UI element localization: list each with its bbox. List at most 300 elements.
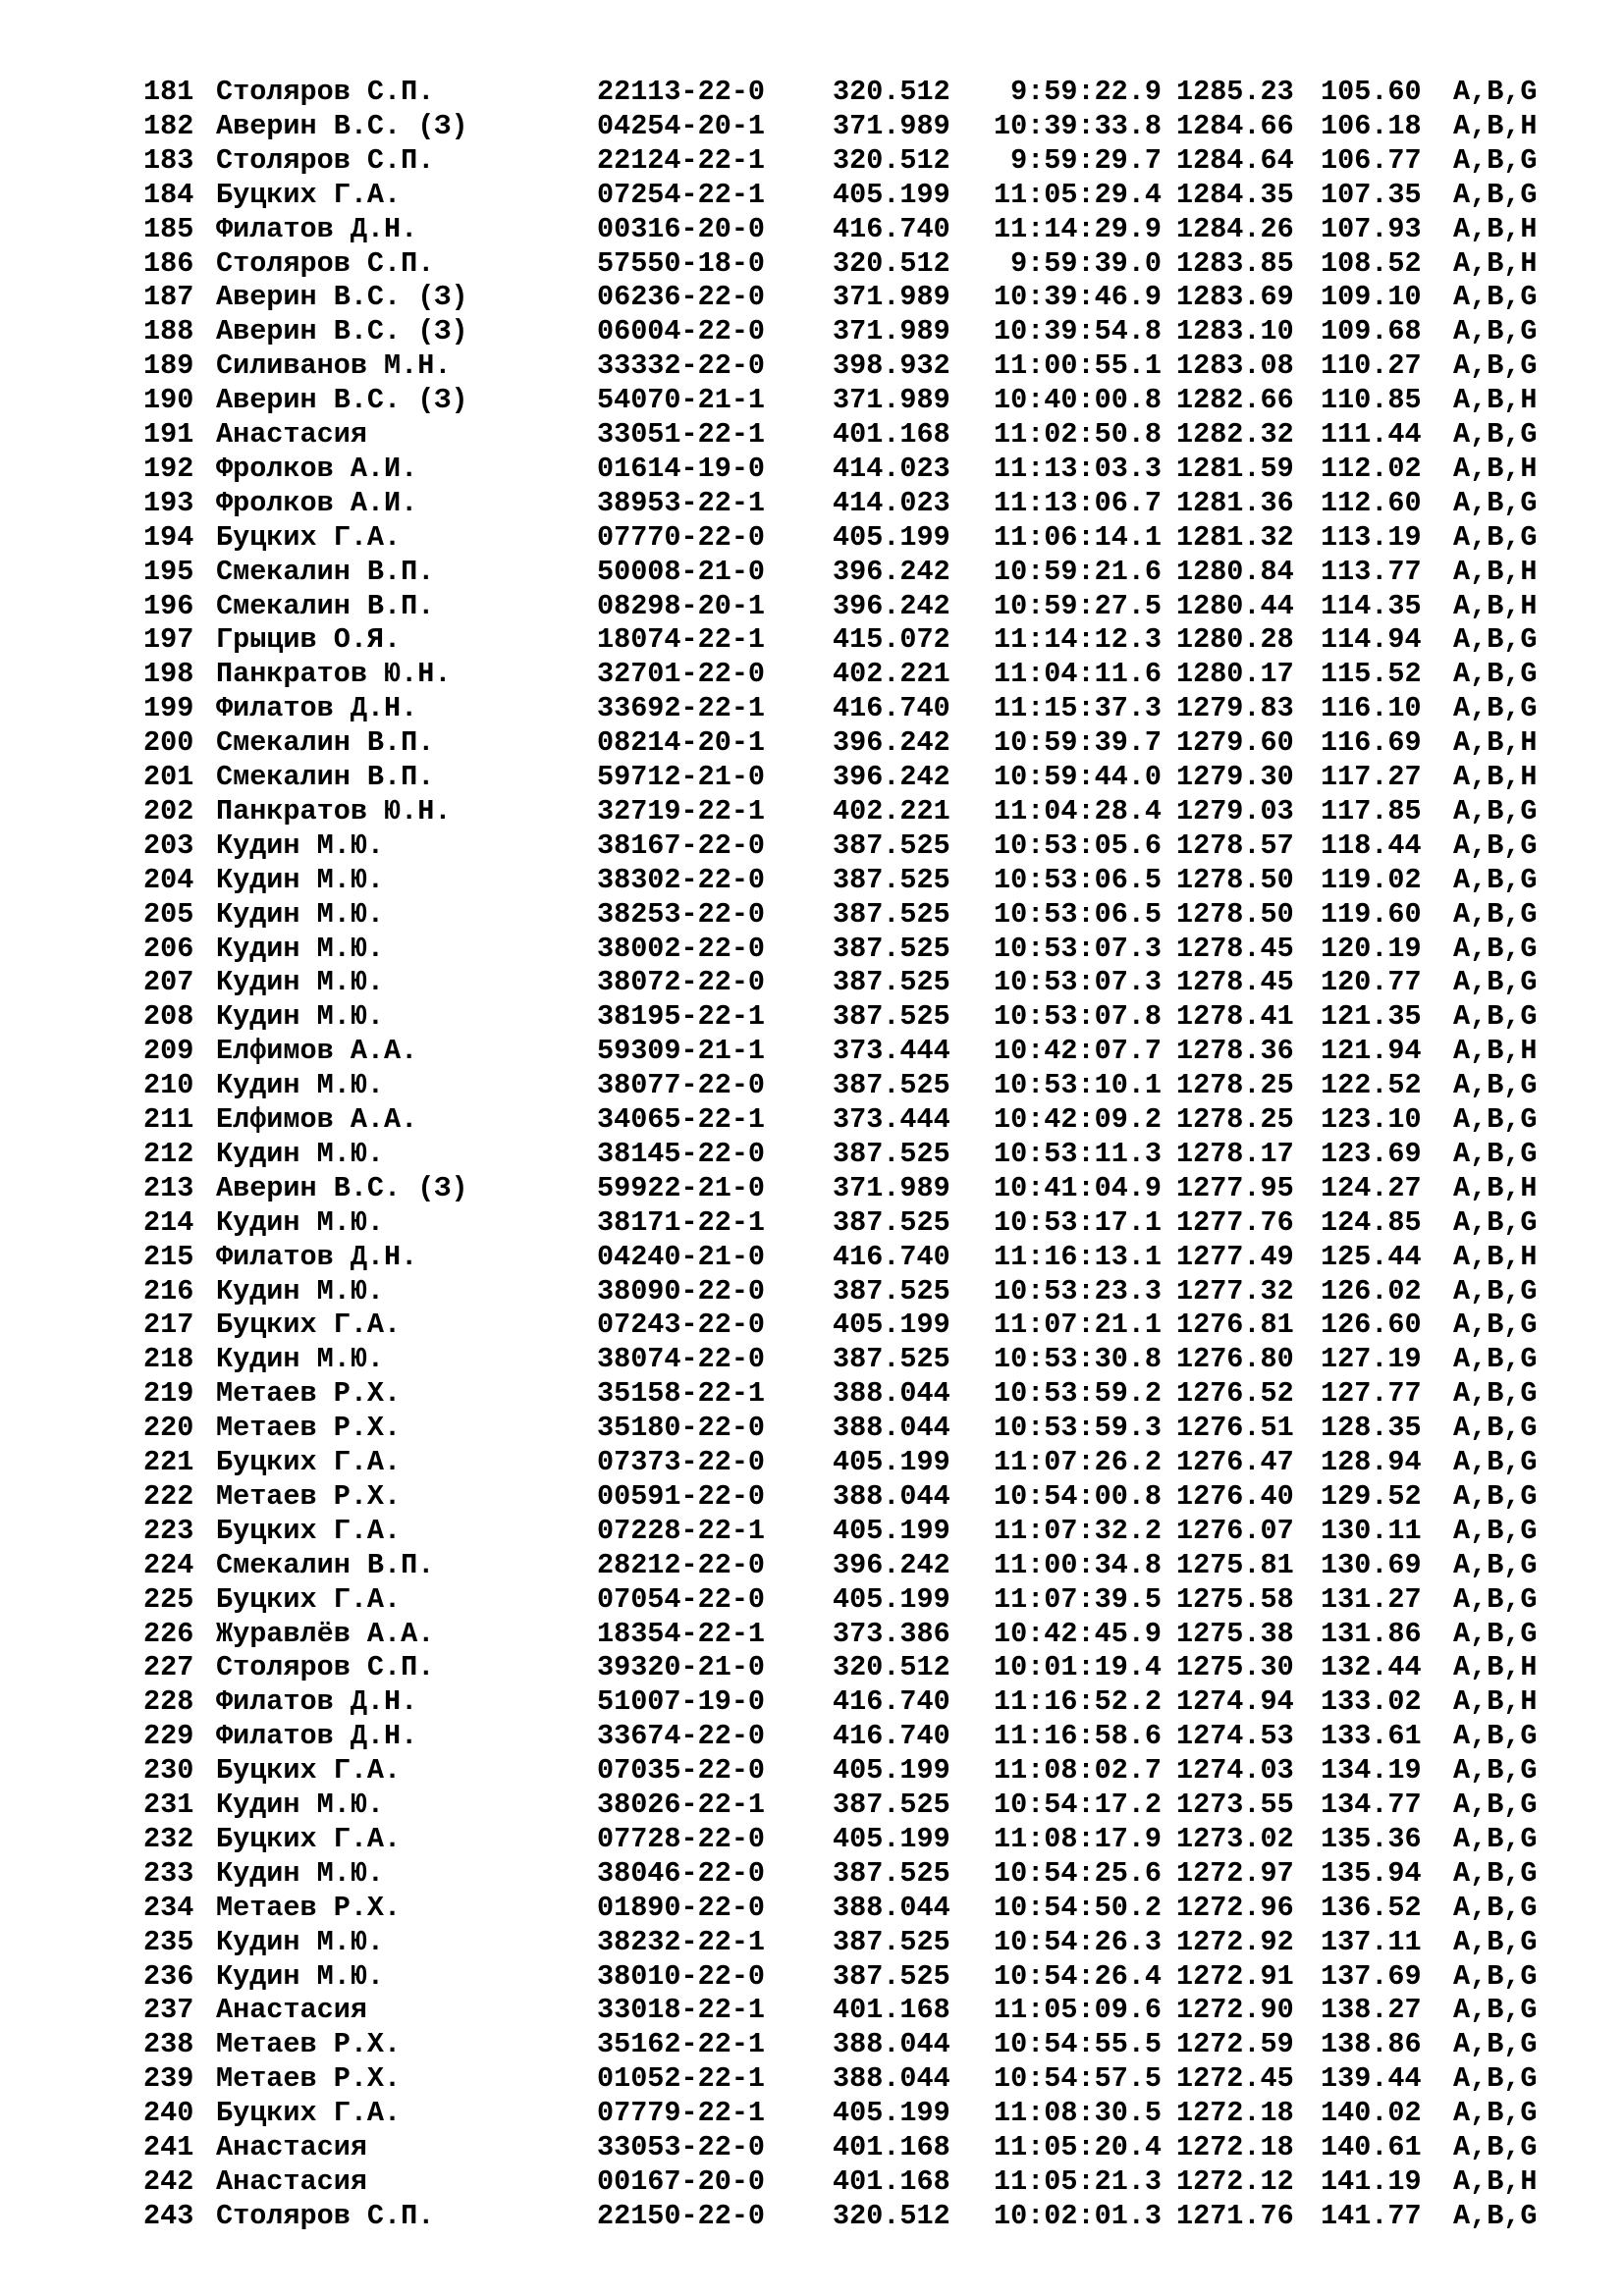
fancier-name: Метаев Р.Х. (216, 1479, 402, 1513)
points: 108.52 (1321, 246, 1422, 280)
points: 126.02 (1321, 1274, 1422, 1308)
speed: 1279.60 (1176, 726, 1294, 760)
speed: 1277.32 (1176, 1274, 1294, 1308)
table-row (0, 144, 1624, 178)
categories: A,B,G (1453, 897, 1538, 931)
ring-number: 01890-22-0 (597, 1891, 766, 1924)
table-row (0, 1549, 1624, 1582)
distance: 396.242 (833, 589, 950, 622)
fancier-name: Метаев Р.Х. (216, 1377, 402, 1411)
points: 117.85 (1321, 794, 1422, 828)
table-row (0, 1618, 1624, 1651)
arrival-time: 11:07:26.2 (993, 1446, 1162, 1478)
arrival-time: 11:16:52.2 (993, 1685, 1162, 1719)
table-row (0, 1857, 1624, 1891)
points: 138.86 (1321, 2028, 1422, 2061)
arrival-time: 11:16:13.1 (993, 1240, 1162, 1273)
table-row (0, 1035, 1624, 1068)
fancier-name: Смекалин В.П. (216, 589, 435, 622)
points: 117.27 (1321, 761, 1422, 793)
fancier-name: Метаев Р.Х. (216, 1891, 402, 1924)
distance: 373.444 (833, 1035, 950, 1068)
distance: 320.512 (833, 2199, 950, 2232)
categories: A,B,H (1453, 212, 1538, 245)
ring-number: 33018-22-1 (597, 1994, 766, 2027)
table-row (0, 1720, 1624, 1753)
ring-number: 38302-22-0 (597, 863, 766, 896)
speed: 1284.26 (1176, 212, 1294, 245)
table-row (0, 1412, 1624, 1445)
distance: 387.525 (833, 1789, 950, 1821)
fancier-name: Аверин В.С. (З) (216, 281, 468, 314)
table-row (0, 315, 1624, 348)
arrival-time: 10:53:30.8 (993, 1343, 1162, 1376)
row-number: 199 (143, 692, 194, 725)
arrival-time: 10:53:07.8 (993, 1000, 1162, 1034)
speed: 1284.35 (1176, 178, 1294, 211)
table-row (0, 2131, 1624, 2164)
points: 135.94 (1321, 1856, 1422, 1890)
points: 111.44 (1321, 418, 1422, 451)
ring-number: 07228-22-1 (597, 1514, 766, 1547)
table-row (0, 1069, 1624, 1102)
fancier-name: Анастасия (216, 2164, 367, 2198)
categories: A,B,G (1453, 1137, 1538, 1170)
points: 126.60 (1321, 1308, 1422, 1342)
arrival-time: 10:42:07.7 (993, 1035, 1162, 1068)
categories: A,B,G (1453, 1446, 1538, 1478)
ring-number: 38953-22-1 (597, 486, 766, 519)
row-number: 201 (143, 761, 194, 793)
fancier-name: Грыцив О.Я. (216, 623, 402, 657)
row-number: 216 (143, 1274, 194, 1308)
categories: A,B,G (1453, 1925, 1538, 1958)
arrival-time: 10:40:00.8 (993, 384, 1162, 417)
table-row (0, 1892, 1624, 1925)
row-number: 194 (143, 520, 194, 554)
ring-number: 51007-19-0 (597, 1685, 766, 1719)
speed: 1278.45 (1176, 932, 1294, 965)
distance: 398.932 (833, 349, 950, 383)
speed: 1283.85 (1176, 246, 1294, 280)
categories: A,B,G (1453, 1514, 1538, 1547)
arrival-time: 10:42:09.2 (993, 1103, 1162, 1136)
arrival-time: 11:05:21.3 (993, 2164, 1162, 2198)
categories: A,B,G (1453, 692, 1538, 725)
categories: A,B,H (1453, 2164, 1538, 2198)
arrival-time: 10:39:54.8 (993, 315, 1162, 348)
ring-number: 07779-22-1 (597, 2097, 766, 2130)
distance: 388.044 (833, 1377, 950, 1411)
arrival-time: 9:59:29.7 (1010, 143, 1162, 177)
row-number: 190 (143, 384, 194, 417)
row-number: 218 (143, 1343, 194, 1376)
ring-number: 34065-22-1 (597, 1103, 766, 1136)
table-row (0, 521, 1624, 555)
arrival-time: 9:59:39.0 (1010, 246, 1162, 280)
ring-number: 38072-22-0 (597, 966, 766, 999)
table-row (0, 384, 1624, 417)
table-row (0, 864, 1624, 897)
categories: A,B,H (1453, 246, 1538, 280)
row-number: 204 (143, 863, 194, 896)
table-row (0, 795, 1624, 828)
ring-number: 07035-22-0 (597, 1754, 766, 1788)
ring-number: 38167-22-0 (597, 828, 766, 862)
ring-number: 59922-21-0 (597, 1171, 766, 1204)
distance: 414.023 (833, 452, 950, 485)
points: 131.86 (1321, 1617, 1422, 1650)
speed: 1279.03 (1176, 794, 1294, 828)
arrival-time: 10:53:59.3 (993, 1412, 1162, 1445)
distance: 387.525 (833, 1069, 950, 1102)
row-number: 208 (143, 1000, 194, 1034)
ring-number: 35162-22-1 (597, 2028, 766, 2061)
categories: A,B,G (1453, 1856, 1538, 1890)
points: 115.52 (1321, 658, 1422, 691)
arrival-time: 11:14:29.9 (993, 212, 1162, 245)
row-number: 238 (143, 2028, 194, 2061)
speed: 1272.96 (1176, 1891, 1294, 1924)
row-number: 241 (143, 2131, 194, 2163)
distance: 371.989 (833, 315, 950, 348)
arrival-time: 10:53:23.3 (993, 1274, 1162, 1308)
distance: 387.525 (833, 966, 950, 999)
speed: 1276.51 (1176, 1412, 1294, 1445)
points: 107.35 (1321, 178, 1422, 211)
arrival-time: 11:02:50.8 (993, 418, 1162, 451)
row-number: 235 (143, 1925, 194, 1958)
row-number: 185 (143, 212, 194, 245)
table-row (0, 2097, 1624, 2130)
categories: A,B,G (1453, 1822, 1538, 1855)
ring-number: 59712-21-0 (597, 761, 766, 793)
categories: A,B,G (1453, 828, 1538, 862)
speed: 1271.76 (1176, 2199, 1294, 2232)
distance: 402.221 (833, 658, 950, 691)
distance: 387.525 (833, 828, 950, 862)
arrival-time: 11:07:39.5 (993, 1582, 1162, 1616)
fancier-name: Филатов Д.Н. (216, 212, 418, 245)
categories: A,B,H (1453, 452, 1538, 485)
arrival-time: 10:59:27.5 (993, 589, 1162, 622)
points: 140.61 (1321, 2131, 1422, 2163)
categories: A,B,G (1453, 2062, 1538, 2096)
categories: A,B,G (1453, 2199, 1538, 2232)
fancier-name: Смекалин В.П. (216, 761, 435, 793)
arrival-time: 10:59:44.0 (993, 761, 1162, 793)
speed: 1274.03 (1176, 1754, 1294, 1788)
distance: 387.525 (833, 1137, 950, 1170)
row-number: 219 (143, 1377, 194, 1411)
categories: A,B,G (1453, 966, 1538, 999)
fancier-name: Кудин М.Ю. (216, 1274, 385, 1308)
table-row (0, 2200, 1624, 2233)
categories: A,B,G (1453, 1377, 1538, 1411)
row-number: 213 (143, 1171, 194, 1204)
distance: 388.044 (833, 2028, 950, 2061)
row-number: 192 (143, 452, 194, 485)
arrival-time: 10:54:00.8 (993, 1479, 1162, 1513)
row-number: 222 (143, 1479, 194, 1513)
distance: 405.199 (833, 1446, 950, 1478)
row-number: 233 (143, 1856, 194, 1890)
distance: 387.525 (833, 1856, 950, 1890)
ring-number: 38232-22-1 (597, 1925, 766, 1958)
distance: 387.525 (833, 932, 950, 965)
fancier-name: Панкратов Ю.Н. (216, 658, 452, 691)
row-number: 207 (143, 966, 194, 999)
distance: 373.444 (833, 1103, 950, 1136)
speed: 1276.80 (1176, 1343, 1294, 1376)
table-row (0, 898, 1624, 932)
table-row (0, 1583, 1624, 1617)
row-number: 195 (143, 555, 194, 588)
points: 112.60 (1321, 486, 1422, 519)
row-number: 184 (143, 178, 194, 211)
fancier-name: Кудин М.Ю. (216, 1069, 385, 1102)
distance: 401.168 (833, 1994, 950, 2027)
speed: 1280.44 (1176, 589, 1294, 622)
categories: A,B,G (1453, 794, 1538, 828)
distance: 396.242 (833, 1548, 950, 1581)
table-row (0, 761, 1624, 794)
speed: 1273.55 (1176, 1789, 1294, 1821)
speed: 1272.45 (1176, 2062, 1294, 2096)
arrival-time: 11:04:11.6 (993, 658, 1162, 691)
arrival-time: 11:05:20.4 (993, 2131, 1162, 2163)
categories: A,B,G (1453, 1617, 1538, 1650)
points: 140.02 (1321, 2097, 1422, 2130)
table-row (0, 1377, 1624, 1411)
ring-number: 38195-22-1 (597, 1000, 766, 1034)
ring-number: 33051-22-1 (597, 418, 766, 451)
points: 127.77 (1321, 1377, 1422, 1411)
table-row (0, 418, 1624, 452)
distance: 387.525 (833, 863, 950, 896)
arrival-time: 11:04:28.4 (993, 794, 1162, 828)
arrival-time: 10:53:59.2 (993, 1377, 1162, 1411)
speed: 1278.50 (1176, 897, 1294, 931)
ring-number: 38026-22-1 (597, 1789, 766, 1821)
row-number: 214 (143, 1205, 194, 1239)
table-row (0, 1241, 1624, 1274)
fancier-name: Буцких Г.А. (216, 178, 402, 211)
points: 141.77 (1321, 2199, 1422, 2232)
fancier-name: Буцких Г.А. (216, 1308, 402, 1342)
fancier-name: Столяров С.П. (216, 1651, 435, 1684)
row-number: 236 (143, 1959, 194, 1993)
ring-number: 35158-22-1 (597, 1377, 766, 1411)
points: 123.69 (1321, 1137, 1422, 1170)
distance: 387.525 (833, 1343, 950, 1376)
row-number: 227 (143, 1651, 194, 1684)
fancier-name: Аверин В.С. (З) (216, 384, 468, 417)
categories: A,B,G (1453, 1103, 1538, 1136)
points: 109.10 (1321, 281, 1422, 314)
arrival-time: 10:53:07.3 (993, 966, 1162, 999)
table-row (0, 556, 1624, 589)
speed: 1285.23 (1176, 76, 1294, 108)
arrival-time: 11:08:02.7 (993, 1754, 1162, 1788)
speed: 1272.90 (1176, 1994, 1294, 2027)
arrival-time: 10:01:19.4 (993, 1651, 1162, 1684)
table-row (0, 1926, 1624, 1959)
table-row (0, 1308, 1624, 1342)
fancier-name: Анастасия (216, 1994, 367, 2027)
fancier-name: Столяров С.П. (216, 143, 435, 177)
points: 130.69 (1321, 1548, 1422, 1581)
fancier-name: Смекалин В.П. (216, 1548, 435, 1581)
categories: A,B,H (1453, 109, 1538, 142)
ring-number: 18074-22-1 (597, 623, 766, 657)
table-row (0, 349, 1624, 383)
distance: 405.199 (833, 1754, 950, 1788)
points: 121.35 (1321, 1000, 1422, 1034)
points: 112.02 (1321, 452, 1422, 485)
categories: A,B,G (1453, 1308, 1538, 1342)
fancier-name: Аверин В.С. (З) (216, 109, 468, 142)
arrival-time: 10:59:21.6 (993, 555, 1162, 588)
arrival-time: 10:54:26.4 (993, 1959, 1162, 1993)
ring-number: 22150-22-0 (597, 2199, 766, 2232)
distance: 405.199 (833, 1308, 950, 1342)
ring-number: 18354-22-1 (597, 1617, 766, 1650)
row-number: 217 (143, 1308, 194, 1342)
arrival-time: 10:53:10.1 (993, 1069, 1162, 1102)
speed: 1274.94 (1176, 1685, 1294, 1719)
distance: 405.199 (833, 2097, 950, 2130)
row-number: 210 (143, 1069, 194, 1102)
table-row (0, 453, 1624, 486)
arrival-time: 11:08:17.9 (993, 1822, 1162, 1855)
table-row (0, 2062, 1624, 2096)
fancier-name: Кудин М.Ю. (216, 1959, 385, 1993)
arrival-time: 10:53:06.5 (993, 863, 1162, 896)
table-row (0, 1103, 1624, 1137)
table-row (0, 692, 1624, 725)
points: 107.93 (1321, 212, 1422, 245)
fancier-name: Смекалин В.П. (216, 555, 435, 588)
table-row (0, 1651, 1624, 1684)
points: 116.69 (1321, 726, 1422, 760)
speed: 1276.47 (1176, 1446, 1294, 1478)
fancier-name: Журавлёв А.А. (216, 1617, 435, 1650)
distance: 387.525 (833, 897, 950, 931)
table-row (0, 726, 1624, 760)
table-row (0, 658, 1624, 691)
arrival-time: 11:00:34.8 (993, 1548, 1162, 1581)
categories: A,B,H (1453, 726, 1538, 760)
arrival-time: 10:54:25.6 (993, 1856, 1162, 1890)
row-number: 206 (143, 932, 194, 965)
speed: 1280.28 (1176, 623, 1294, 657)
distance: 371.989 (833, 1171, 950, 1204)
categories: A,B,H (1453, 589, 1538, 622)
fancier-name: Кудин М.Ю. (216, 932, 385, 965)
points: 132.44 (1321, 1651, 1422, 1684)
speed: 1272.18 (1176, 2097, 1294, 2130)
fancier-name: Кудин М.Ю. (216, 1925, 385, 1958)
categories: A,B,G (1453, 1205, 1538, 1239)
arrival-time: 10:02:01.3 (993, 2199, 1162, 2232)
ring-number: 50008-21-0 (597, 555, 766, 588)
table-row (0, 1000, 1624, 1034)
row-number: 230 (143, 1754, 194, 1788)
distance: 416.740 (833, 1685, 950, 1719)
speed: 1281.36 (1176, 486, 1294, 519)
points: 130.11 (1321, 1514, 1422, 1547)
fancier-name: Метаев Р.Х. (216, 1412, 402, 1445)
ring-number: 54070-21-1 (597, 384, 766, 417)
points: 138.27 (1321, 1994, 1422, 2027)
table-row (0, 933, 1624, 966)
ring-number: 38253-22-0 (597, 897, 766, 931)
points: 131.27 (1321, 1582, 1422, 1616)
table-row (0, 1446, 1624, 1479)
categories: A,B,H (1453, 1035, 1538, 1068)
ring-number: 22113-22-0 (597, 76, 766, 108)
points: 141.19 (1321, 2164, 1422, 2198)
ring-number: 07373-22-0 (597, 1446, 766, 1478)
ring-number: 59309-21-1 (597, 1035, 766, 1068)
fancier-name: Филатов Д.Н. (216, 692, 418, 725)
categories: A,B,G (1453, 1582, 1538, 1616)
categories: A,B,G (1453, 418, 1538, 451)
arrival-time: 10:53:17.1 (993, 1205, 1162, 1239)
speed: 1272.12 (1176, 2164, 1294, 2198)
table-row (0, 590, 1624, 623)
table-row (0, 1789, 1624, 1822)
categories: A,B,G (1453, 1994, 1538, 2027)
points: 123.10 (1321, 1103, 1422, 1136)
fancier-name: Кудин М.Ю. (216, 1343, 385, 1376)
distance: 401.168 (833, 418, 950, 451)
fancier-name: Метаев Р.Х. (216, 2062, 402, 2096)
table-row (0, 110, 1624, 143)
points: 119.60 (1321, 897, 1422, 931)
speed: 1276.40 (1176, 1479, 1294, 1513)
categories: A,B,H (1453, 1240, 1538, 1273)
arrival-time: 10:39:33.8 (993, 109, 1162, 142)
speed: 1278.57 (1176, 828, 1294, 862)
arrival-time: 9:59:22.9 (1010, 76, 1162, 108)
row-number: 237 (143, 1994, 194, 2027)
arrival-time: 10:59:39.7 (993, 726, 1162, 760)
distance: 402.221 (833, 794, 950, 828)
points: 137.11 (1321, 1925, 1422, 1958)
points: 110.85 (1321, 384, 1422, 417)
row-number: 202 (143, 794, 194, 828)
table-row (0, 1138, 1624, 1171)
ring-number: 32719-22-1 (597, 794, 766, 828)
ring-number: 28212-22-0 (597, 1548, 766, 1581)
distance: 388.044 (833, 1412, 950, 1445)
points: 129.52 (1321, 1479, 1422, 1513)
fancier-name: Кудин М.Ю. (216, 1137, 385, 1170)
distance: 405.199 (833, 520, 950, 554)
speed: 1272.92 (1176, 1925, 1294, 1958)
row-number: 224 (143, 1548, 194, 1581)
points: 109.68 (1321, 315, 1422, 348)
distance: 396.242 (833, 555, 950, 588)
ring-number: 32701-22-0 (597, 658, 766, 691)
fancier-name: Буцких Г.А. (216, 1514, 402, 1547)
ring-number: 33332-22-0 (597, 349, 766, 383)
row-number: 205 (143, 897, 194, 931)
table-row (0, 1206, 1624, 1240)
table-row (0, 966, 1624, 999)
